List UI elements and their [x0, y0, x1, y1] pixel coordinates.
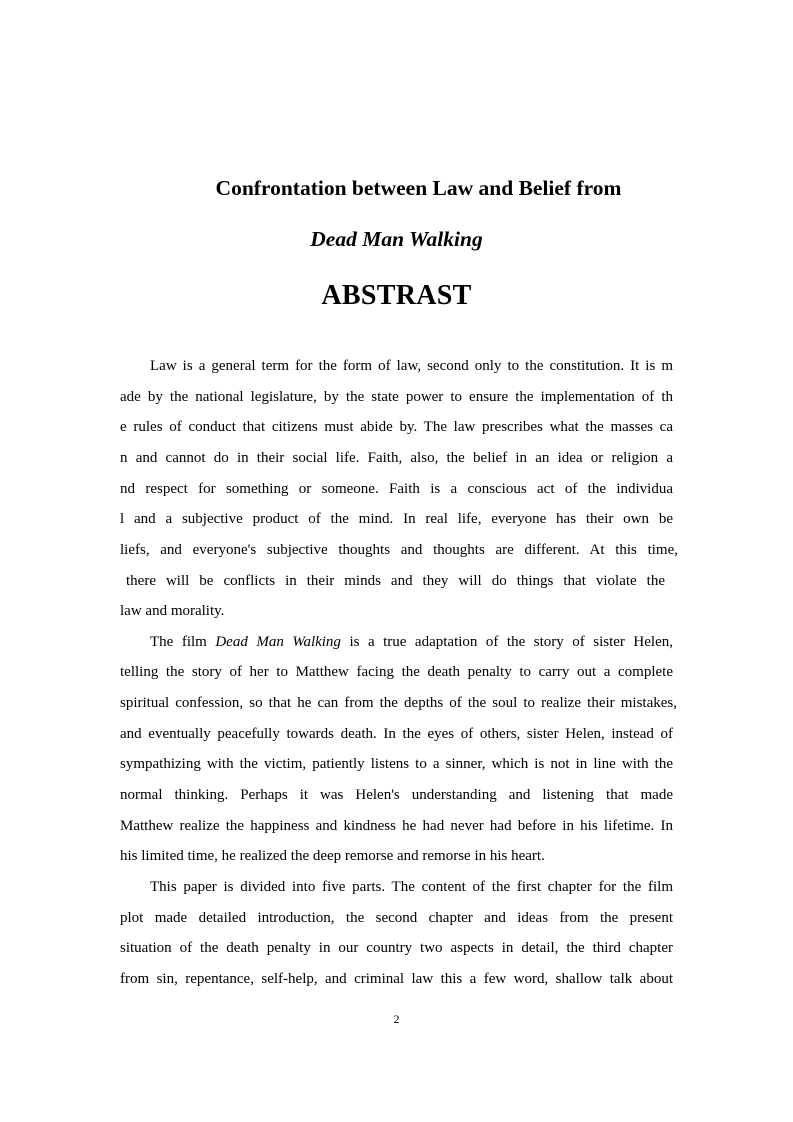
title-line-1: Confrontation between Law and Belief from [215, 176, 622, 200]
page-number: 2 [393, 1012, 400, 1026]
paragraph-2-line: and eventually peacefully towards death. In the eyes of others, sister Helen, instead of [120, 726, 673, 742]
paragraph-1-line: ade by the national legislature, by the state power to ensure the implementation of th [120, 389, 673, 405]
paragraph-2-line: sympathizing with the victim, patiently listens to a sinner, which is not in line with the [120, 756, 673, 772]
paragraph-1-line: n and cannot do in their social life. Faith, also, the belief in an idea or religion a [120, 450, 673, 466]
paragraph-1-line: e rules of conduct that citizens must abide by. The law prescribes what the masses ca [120, 419, 673, 435]
paragraph-1-line: l and a subjective product of the mind. In real life, everyone has their own be [120, 511, 673, 527]
paragraph-1-line: there will be conflicts in their minds and they will do things that violate the [126, 573, 665, 589]
title-line-2-film-name: Dead Man Walking [310, 227, 483, 251]
paragraph-2-line: telling the story of her to Matthew facing the death penalty to carry out a complete [120, 664, 673, 680]
paragraph-3-line: plot made detailed introduction, the second chapter and ideas from the present [120, 910, 673, 926]
paragraph-1-line: law and morality. [120, 603, 225, 619]
paragraph-2-line [150, 632, 673, 652]
paragraph-1-line: nd respect for something or someone. Faith is a conscious act of the individua [120, 481, 673, 497]
paragraph-2-line: Matthew realize the happiness and kindness he had never had before in his lifetime. In [120, 818, 673, 834]
paragraph-2-line: his limited time, he realized the deep remorse and remorse in his heart. [120, 848, 545, 864]
paragraph-2-line: spiritual confession, so that he can from the depths of the soul to realize their mistakes, [120, 695, 677, 711]
paragraph-1-line: Law is a general term for the form of law, second only to the constitution. It is m [150, 358, 673, 374]
paragraph-3-line: situation of the death penalty in our country two aspects in detail, the third chapter [120, 940, 673, 956]
abstract-heading: ABSTRAST [321, 280, 472, 311]
paragraph-1-line: liefs, and everyone's subjective thoughts and thoughts are different. At this time, [120, 542, 678, 558]
paragraph-2-text: The film [150, 634, 216, 650]
paragraph-3-line: from sin, repentance, self-help, and criminal law this a few word, shallow talk about [120, 971, 673, 987]
paragraph-3-line: This paper is divided into five parts. The content of the first chapter for the film [150, 879, 673, 895]
paragraph-2-line: normal thinking. Perhaps it was Helen's understanding and listening that made [120, 787, 673, 803]
paragraph-2-text: is a true adaptation of the story of sister Helen, [340, 634, 673, 650]
film-title-italic: Dead Man Walking [215, 634, 341, 650]
